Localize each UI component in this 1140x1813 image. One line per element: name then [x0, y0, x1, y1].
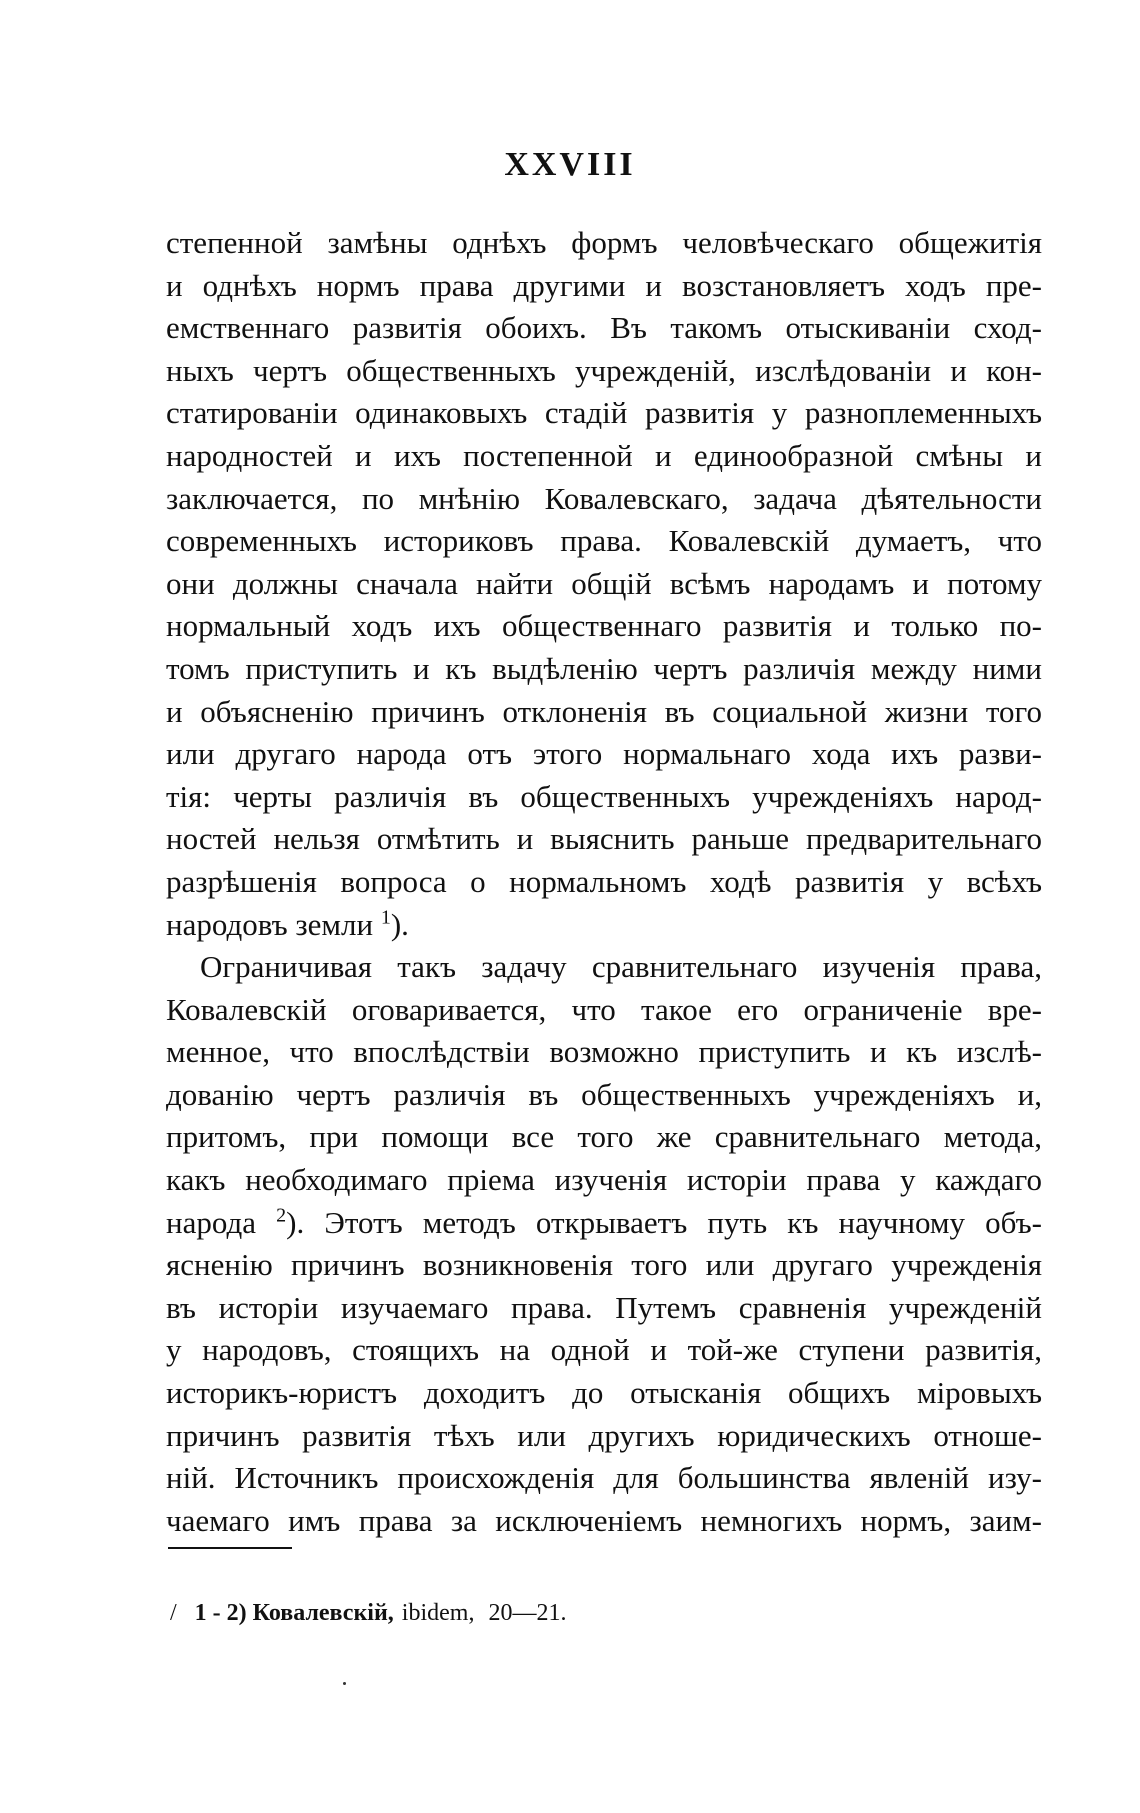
text-line: причинъ развитія тѣхъ или другихъ юридическихъ отноше-	[166, 1417, 1042, 1453]
text-line: притомъ, при помощи все того же сравнительнаго метода,	[166, 1119, 1042, 1155]
text-line: степенной замѣны однѣхъ формъ человѣческаго общежитія	[166, 225, 1042, 260]
text-line: емственнаго развитія обоихъ. Въ такомъ отыскиваніи сход-	[166, 310, 1042, 346]
footnote-source: ibidem,	[401, 1600, 475, 1626]
text-line: статированіи одинаковыхъ стадій развитія у разноплеменныхъ	[166, 395, 1042, 431]
text-line: современныхъ историковъ права. Ковалевскій думаетъ, что	[166, 523, 1042, 559]
footnote-numbers: 1 - 2)	[194, 1600, 247, 1626]
text-line: менное, что впослѣдствіи возможно приступить и къ изслѣ-	[166, 1034, 1042, 1070]
text-line: ностей нельзя отмѣтить и выяснить раньше предварительнаго	[166, 821, 1042, 857]
footnote	[170, 1600, 566, 1627]
footnote-ref-1: 1	[380, 906, 391, 929]
text-line: Ковалевскій оговаривается, что такое его ограниченіе вре-	[166, 991, 1042, 1027]
text-line	[166, 1202, 1042, 1245]
text-line: тія: черты различія въ общественныхъ учрежденіяхъ народ-	[166, 778, 1042, 814]
text-line: народностей и ихъ постепенной и единообразной смѣны и	[166, 437, 1042, 473]
text-run: народа	[166, 1204, 256, 1240]
footnote-ref-2: 2	[276, 1204, 287, 1227]
footnote-pages: 20—21.	[488, 1600, 567, 1626]
text-line-paragraph-end	[166, 904, 1042, 947]
text-line: разрѣшенія вопроса о нормальномъ ходѣ развитія у всѣхъ	[166, 863, 1042, 899]
print-speck	[343, 1682, 346, 1685]
footnote-author: Ковалевскій,	[252, 1600, 394, 1626]
text-line: у народовъ, стоящихъ на одной и той-же ступени развитія,	[166, 1332, 1042, 1368]
text-line: томъ приступить и къ выдѣленію чертъ различія между ними	[166, 650, 1042, 686]
text-line: ныхъ чертъ общественныхъ учрежденій, изслѣдованіи и кон-	[166, 352, 1042, 388]
text-line: чаемаго имъ права за исключеніемъ немногихъ нормъ, заим-	[166, 1502, 1042, 1538]
text-line: ясненію причинъ возникновенія того или другаго учрежденія	[166, 1247, 1042, 1283]
text-line: въ исторіи изучаемаго права. Путемъ сравненія учрежденій	[166, 1289, 1042, 1325]
footnote-divider	[168, 1547, 292, 1549]
page-number: XXVIII	[504, 146, 636, 183]
text-run: ).	[390, 906, 409, 942]
text-line: и объясненію причинъ отклоненія въ социальной жизни того	[166, 693, 1042, 729]
text-line: и однѣхъ нормъ права другими и возстановляетъ ходъ пре-	[166, 267, 1042, 303]
text-run: народовъ земли	[166, 906, 374, 942]
text-line: они должны сначала найти общій всѣмъ народамъ и потому	[166, 565, 1042, 601]
text-line: какъ необходимаго пріема изученія исторіи права у каждаго	[166, 1162, 1042, 1198]
text-line: дованію чертъ различія въ общественныхъ учрежденіяхъ и,	[166, 1076, 1042, 1112]
text-line-paragraph-start: Ограничивая такъ задачу сравнительнаго изученія права,	[200, 949, 1042, 985]
text-line: нормальный ходъ ихъ общественнаго развитія и только по-	[166, 608, 1042, 644]
body-text	[166, 222, 1042, 1542]
text-line: заключается, по мнѣнію Ковалевскаго, задача дѣятельности	[166, 480, 1042, 516]
text-line: историкъ-юристъ доходитъ до отысканія общихъ міровыхъ	[166, 1375, 1042, 1411]
text-line: ній. Источникъ происхожденія для большинства явленій изу-	[166, 1460, 1042, 1496]
footnote-mark: /	[170, 1600, 177, 1626]
text-line: или другаго народа отъ этого нормальнаго хода ихъ разви-	[166, 736, 1042, 772]
text-run: ). Этотъ методъ открываетъ путь къ научному объ-	[286, 1204, 1043, 1240]
